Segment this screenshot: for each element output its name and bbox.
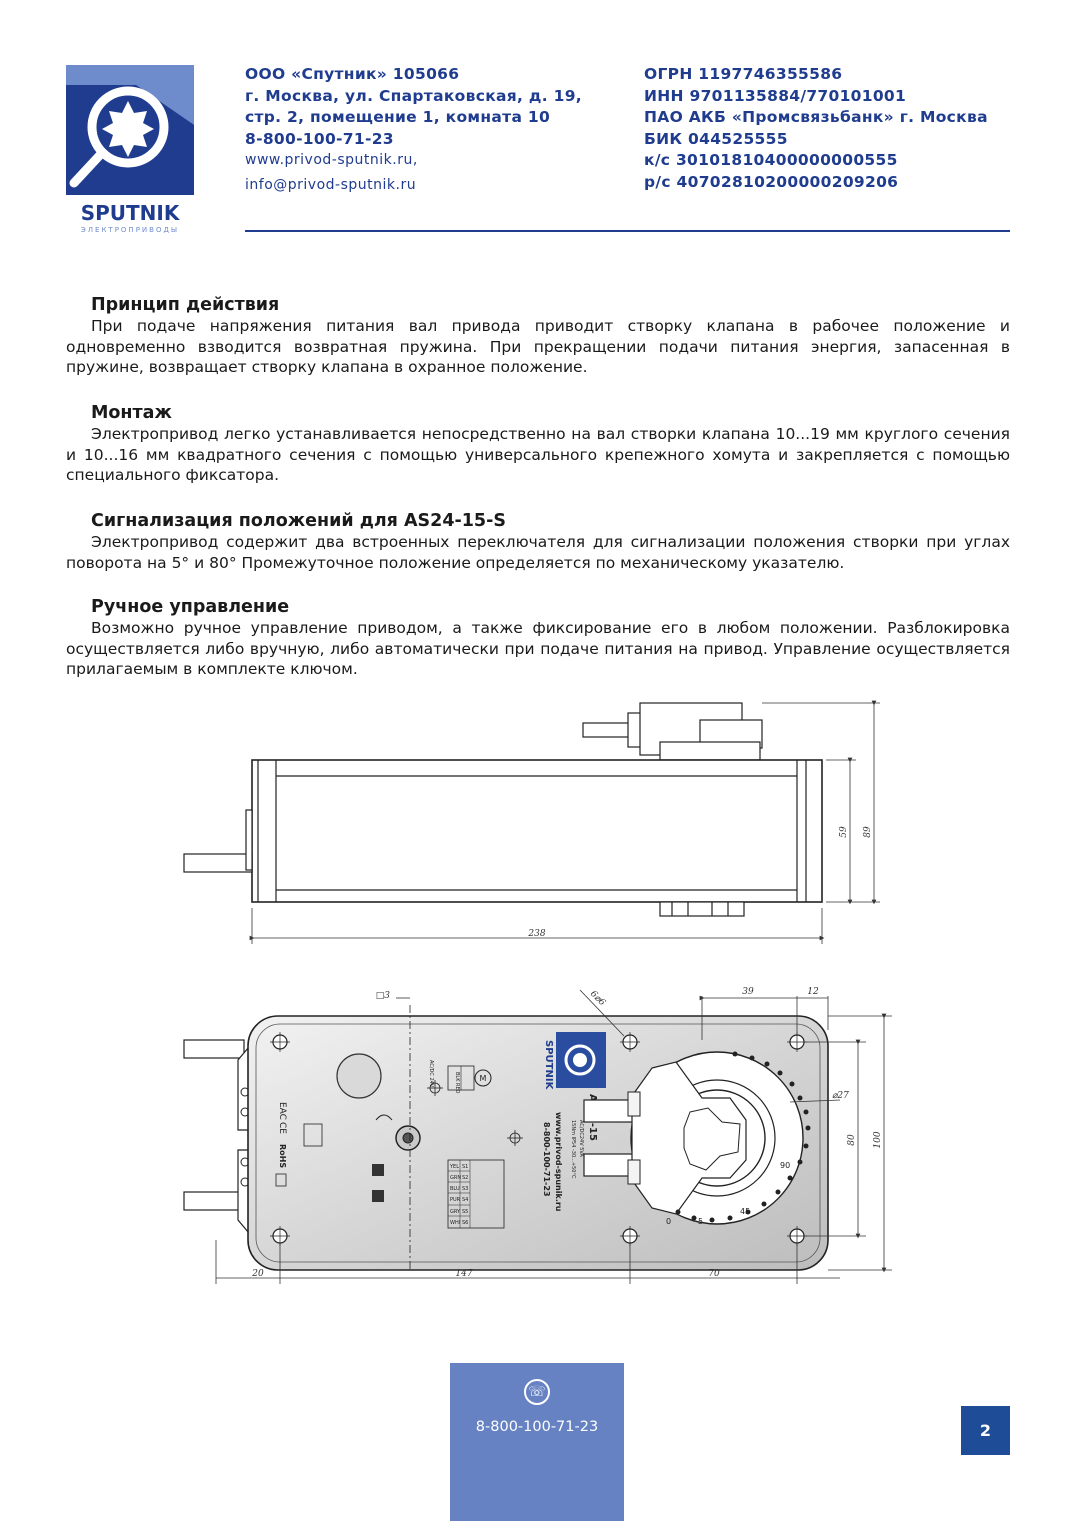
section-title: Принцип действия bbox=[91, 295, 280, 315]
dim-d27: ⌀27 bbox=[832, 1091, 849, 1101]
section-text: Электропривод легко устанавливается непосредственно на вал створки клапана 10...19 мм круглого сечения и 10...16 мм квадратного сечения с помощью универсального крепежного хомута и закрепляется с помощью специального фиксатора. bbox=[66, 425, 1010, 484]
dim-20: 20 bbox=[252, 1269, 264, 1279]
side-view bbox=[184, 703, 822, 916]
svg-text:SPUTNIK: SPUTNIK bbox=[80, 201, 180, 225]
footer-phone[interactable]: 8-800-100-71-23 bbox=[475, 1419, 599, 1435]
page-number: 2 bbox=[961, 1406, 1010, 1455]
dim-59: 59 bbox=[839, 826, 849, 838]
wire-label: WHI bbox=[450, 1220, 461, 1226]
switch-label: S2 bbox=[462, 1175, 469, 1181]
plate-phone: 8-800-100-71-23 bbox=[542, 1122, 551, 1197]
wire-label: YEL bbox=[450, 1164, 459, 1170]
scale-mark: 45 bbox=[740, 1207, 751, 1216]
bank-line: ИНН 9701135884/770101001 bbox=[644, 86, 907, 105]
dim-100: 100 bbox=[873, 1131, 883, 1149]
wire-label: GRN bbox=[450, 1175, 462, 1181]
switch-label: S3 bbox=[462, 1186, 469, 1192]
dim-70: 70 bbox=[708, 1269, 720, 1279]
plate-spec: 15Nm IP54 -30...+50°C bbox=[570, 1120, 576, 1179]
email-link[interactable]: info@privod-sputnik.ru bbox=[245, 176, 417, 193]
switch-label: S6 bbox=[462, 1220, 469, 1226]
wire-label: GRY bbox=[450, 1209, 461, 1215]
address-line: ООО «Спутник» 105066 bbox=[245, 65, 460, 83]
svg-text:M: M bbox=[479, 1074, 487, 1083]
plate-site: www.privod-spunik.ru bbox=[554, 1112, 563, 1212]
supply-label: AC/DC 24V bbox=[428, 1060, 434, 1088]
footer-contact bbox=[450, 1363, 624, 1521]
switch-label: S4 bbox=[462, 1197, 469, 1203]
bank-line: р/с 40702810200000209206 bbox=[644, 172, 899, 191]
section-title: Сигнализация положений для AS24-15-S bbox=[91, 511, 506, 531]
dim-89: 89 bbox=[863, 826, 873, 838]
plate-spec: AC/DC24V 5VA bbox=[578, 1120, 584, 1157]
section-text: Возможно ручное управление приводом, а также фиксирование его в любом положении. Разблокировка осуществляется либо вручную, либо автоматически при подаче питания на привод. Управление осуществляется прилагаемым в комплекте ключом. bbox=[66, 619, 1010, 678]
bank-line: БИК 044525555 bbox=[644, 129, 788, 148]
scale-mark: 90 bbox=[780, 1161, 791, 1170]
section-text: Электропривод содержит два встроенных переключателя для сигнализации положения створки при углах поворота на 5° и 80° Промежуточное положение определяется по механическому указателю. bbox=[66, 533, 1010, 572]
ce-mark: CE bbox=[277, 1122, 287, 1134]
bank-line: ПАО АКБ «Промсвязьбанк» г. Москва bbox=[644, 108, 988, 126]
bank-line: ОГРН 1197746355586 bbox=[644, 65, 843, 83]
wire-label: PUR bbox=[450, 1197, 461, 1203]
address-line: г. Москва, ул. Спартаковская, д. 19, bbox=[245, 86, 582, 105]
plate-brand: SPUTNIK bbox=[543, 1040, 554, 1090]
section-title: Ручное управление bbox=[91, 597, 290, 617]
front-view bbox=[184, 1005, 828, 1270]
section-text: При подаче напряжения питания вал привода приводит створку клапана в рабочее положение и одновременно взводится возвратная пружина. При прекращении подачи питания энергия, запасенная в пружине, возвращает створку клапана в охранное положение. bbox=[66, 317, 1010, 376]
dim-square: □3 bbox=[375, 991, 390, 1001]
scale-mark: 5 bbox=[698, 1217, 704, 1226]
svg-text:ЭЛЕКТРОПРИВОДЫ: ЭЛЕКТРОПРИВОДЫ bbox=[80, 226, 180, 233]
scale-mark: 0 bbox=[666, 1217, 672, 1226]
section-title: Монтаж bbox=[91, 403, 172, 423]
dim-holes: 6⌀6 bbox=[587, 989, 607, 1009]
rohs-mark: RoHS bbox=[278, 1144, 287, 1169]
dim-39: 39 bbox=[742, 987, 754, 997]
phone-line: 8-800-100-71-23 bbox=[245, 129, 394, 148]
phone-icon: ☏ bbox=[524, 1379, 550, 1405]
address-line: стр. 2, помещение 1, комната 10 bbox=[245, 108, 551, 126]
dim-80: 80 bbox=[847, 1134, 857, 1146]
switch-label: S1 bbox=[462, 1164, 469, 1170]
wire-label: BLU bbox=[450, 1186, 460, 1192]
dim-238: 238 bbox=[528, 929, 546, 939]
eac-mark: EAC bbox=[277, 1102, 287, 1120]
wire-label: BLK bbox=[454, 1072, 460, 1082]
website-link[interactable]: www.privod-sputnik.ru, bbox=[245, 152, 418, 168]
wire-label: RED bbox=[454, 1083, 460, 1094]
bank-line: к/с 30101810400000000555 bbox=[644, 151, 898, 169]
dim-147: 147 bbox=[455, 1269, 473, 1279]
dim-12: 12 bbox=[807, 987, 819, 997]
switch-label: S5 bbox=[462, 1209, 469, 1215]
